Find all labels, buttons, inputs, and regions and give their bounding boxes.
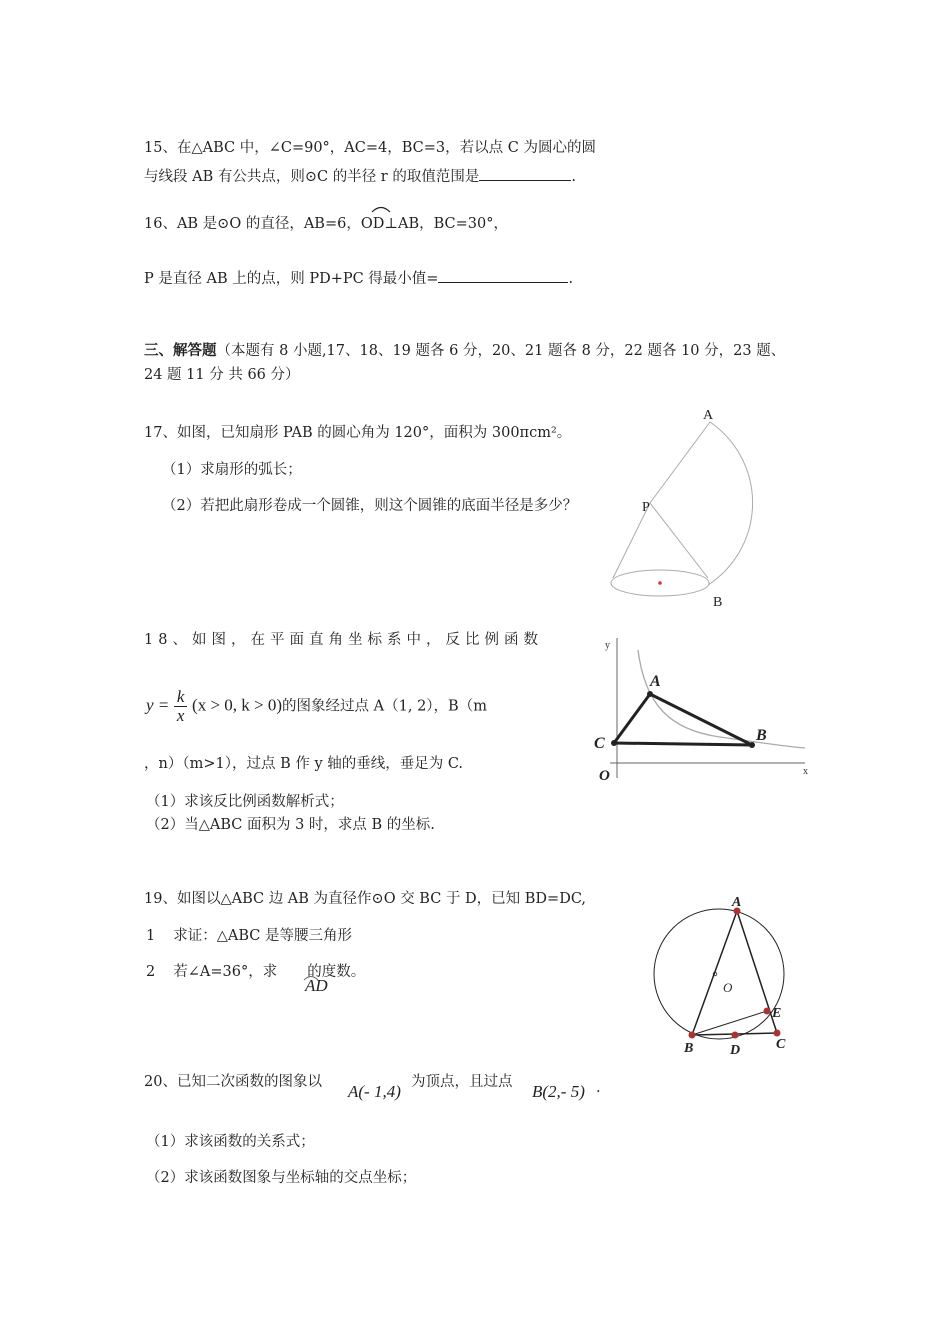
q20-line1-mid: 为顶点，且过点 bbox=[411, 1074, 513, 1090]
q18-line2-text: 的图象经过点 A（1, 2），B（m bbox=[282, 698, 487, 715]
q18-fraction-num: k bbox=[174, 688, 188, 707]
q19-sub2-line bbox=[146, 962, 365, 982]
q18-fraction bbox=[174, 688, 188, 725]
q16-line2-end: . bbox=[568, 271, 574, 287]
label-o: O bbox=[723, 980, 733, 995]
q18-sub2: （2）当△ABC 面积为 3 时，求点 B 的坐标. bbox=[146, 817, 435, 833]
point-e bbox=[764, 1008, 771, 1015]
point-c bbox=[611, 740, 617, 746]
section3-heading bbox=[144, 341, 785, 361]
label-y: y bbox=[605, 640, 610, 651]
label-b: B bbox=[713, 595, 723, 610]
q18-sub1: （1）求该反比例函数解析式； bbox=[146, 794, 344, 810]
triangle-abc bbox=[614, 694, 752, 745]
label-e: E bbox=[772, 1006, 782, 1021]
diameter-ab bbox=[692, 911, 737, 1035]
q19-sub2-post: 的度数。 bbox=[307, 964, 366, 980]
q15-answer-blank bbox=[479, 166, 571, 181]
label-x: x bbox=[803, 766, 808, 777]
q19-sub1: 求证：△ABC 是等腰三角形 bbox=[173, 928, 352, 944]
q16-answer-blank bbox=[438, 268, 568, 283]
segment-be bbox=[692, 1011, 767, 1035]
q19-line1: 19、如图以△ABC 边 AB 为直径作⊙O 交 BC 于 D，已知 BD=DC, bbox=[144, 891, 587, 907]
label-b: B bbox=[756, 727, 767, 744]
q15-line2-end: . bbox=[571, 169, 576, 185]
q20-line1-start: 20、已知二次函数的图象以 bbox=[144, 1074, 322, 1090]
q17-line1: 17、如图，已知扇形 PAB 的圆心角为 120°，面积为 300πcm²。 bbox=[144, 425, 572, 441]
section3-title: 三、解答题 bbox=[144, 342, 217, 359]
q16-line2 bbox=[144, 268, 573, 289]
q20-sub2: （2）求该函数图象与坐标轴的交点坐标； bbox=[146, 1170, 417, 1186]
q18-formula-cond: (x > 0, k > 0) bbox=[192, 695, 283, 715]
q18-line3: ，n）（m>1），过点 B 作 y 轴的垂线，垂足为 C. bbox=[144, 756, 464, 772]
label-b: B bbox=[684, 1041, 694, 1056]
q20-point-b: B(2,- 5) bbox=[532, 1082, 585, 1101]
point-b bbox=[689, 1032, 696, 1039]
q19-circle-figure bbox=[640, 888, 815, 1063]
q15-line1: 15、在△ABC 中，∠C=90°，AC=4，BC=3，若以点 C 为圆心的圆 bbox=[144, 140, 596, 156]
q17-sub1: （1）求扇形的弧长； bbox=[162, 462, 302, 478]
point-a bbox=[647, 691, 653, 697]
q18-fraction-den: x bbox=[176, 706, 185, 725]
q19-sub1-line bbox=[146, 926, 352, 946]
q19-arc-ad: AD bbox=[305, 976, 328, 995]
q15-line2 bbox=[144, 166, 576, 187]
label-a: A bbox=[732, 895, 742, 910]
q17-sector-cone-figure bbox=[600, 400, 780, 615]
label-c: C bbox=[594, 735, 605, 752]
point-d bbox=[732, 1032, 739, 1039]
q19-sub2-num: 2 bbox=[146, 964, 156, 980]
q18-formula-y: y = bbox=[146, 695, 170, 715]
q18-coordinate-figure bbox=[590, 630, 815, 790]
q19-sub1-num: 1 bbox=[146, 928, 156, 944]
q18-formula-line bbox=[146, 688, 487, 725]
q20-point-a: A(- 1,4) bbox=[348, 1082, 401, 1101]
q16-line2-text: P 是直径 AB 上的点，则 PD+PC 得最小值= bbox=[144, 271, 439, 287]
circle-o bbox=[654, 909, 784, 1039]
label-a: A bbox=[703, 408, 714, 423]
label-o: O bbox=[599, 768, 610, 784]
label-c: C bbox=[776, 1037, 786, 1052]
cone-right-side bbox=[650, 503, 708, 578]
q18-line1: 18、如图，在平面直角坐标系中，反比例函数 bbox=[144, 632, 543, 648]
arc-symbol-icon bbox=[303, 973, 319, 981]
q19-sub2-pre: 若∠A=36°，求 bbox=[173, 964, 278, 980]
q20-sub1: （1）求该函数的关系式； bbox=[146, 1134, 315, 1150]
section3-desc2: 24 题 11 分 共 66 分） bbox=[144, 367, 300, 383]
label-a: A bbox=[650, 673, 661, 690]
arc-mark-icon bbox=[370, 203, 392, 213]
sector-radius-pa bbox=[650, 422, 710, 503]
q20-line1-end: . bbox=[596, 1080, 601, 1096]
q16-line1: 16、AB 是⊙O 的直径，AB=6，OD⊥AB，BC=30°， bbox=[144, 216, 508, 232]
q17-sub2: （2）若把此扇形卷成一个圆锥，则这个圆锥的底面半径是多少？ bbox=[162, 498, 578, 514]
section3-desc1: （本题有 8 小题,17、18、19 题各 6 分，20、21 题各 8 分，22 题各 10 分，23 题、 bbox=[216, 343, 786, 359]
cone-base-center bbox=[658, 581, 662, 585]
label-p: P bbox=[642, 500, 650, 515]
sector-arc bbox=[708, 422, 753, 585]
point-c bbox=[774, 1030, 781, 1037]
label-d: D bbox=[730, 1043, 741, 1058]
q15-line2-text: 与线段 AB 有公共点，则⊙C 的半径 r 的取值范围是 bbox=[144, 169, 480, 185]
point-b bbox=[749, 742, 755, 748]
